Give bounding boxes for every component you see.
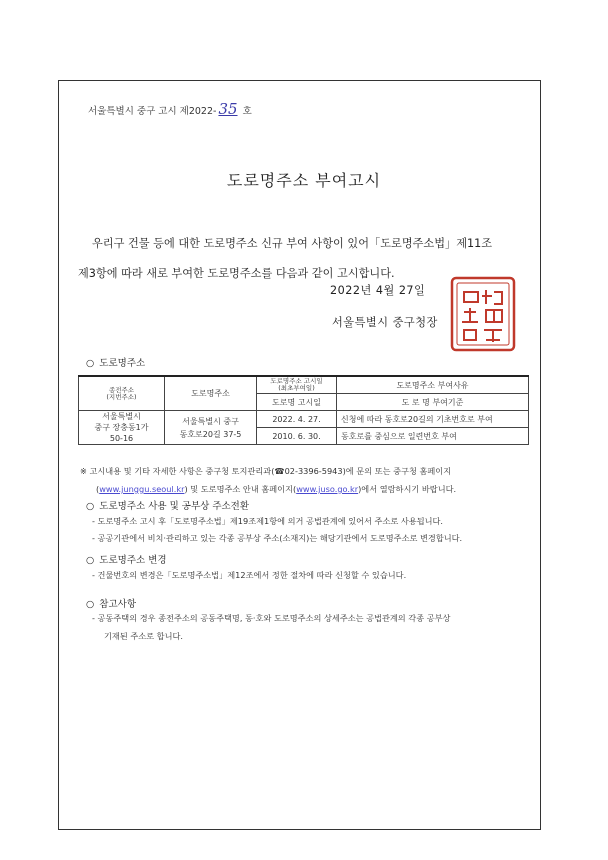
notice-number-handwritten: 35 [218, 100, 238, 118]
header-basis: 도 로 명 부여기준 [337, 394, 529, 411]
inquiry-note: ※ 고시내용 및 기타 자세한 사항은 중구청 토지관리과(☎02-3396-5943)에 문의 또는 중구청 홈페이지 (www.junggu.seoul.kr) 및 도로명주소 안내 홈페이지(www.juso.go.kr)에서 열람하시기 바랍니다. [80, 466, 457, 494]
header-reason: 도로명주소 부여사유 [337, 376, 529, 394]
juso-homepage-link[interactable]: www.juso.go.kr [296, 484, 359, 494]
bullet-icon: ○ [86, 599, 95, 610]
section-change [86, 552, 167, 566]
cell-road-notice-date: 2010. 6. 30. [257, 428, 337, 445]
cell-basis: 동호로를 중심으로 일련번호 부여 [337, 428, 529, 445]
note-mark: ※ [80, 466, 87, 476]
body-line-1: 우리구 건물 등에 대한 도로명주소 신규 부여 사항이 있어「도로명주소법」제11조 [92, 237, 493, 250]
section-usage [86, 498, 249, 512]
usage-item-1: - 도로명주소 고시 후「도로명주소법」제19조제1항에 의거 공법관계에 있어서 주소로 사용됩니다. [92, 516, 444, 526]
issuer-name: 서울특별시 중구청장 [332, 316, 438, 329]
change-item-1: - 건물번호의 변경은「도로명주소법」제12조에서 정한 절차에 따라 신청할 수 있습니다. [92, 570, 407, 580]
bullet-icon: ○ [86, 555, 95, 566]
reference-item-1: - 공동주택의 경우 종전주소의 공동주택명, 동·호와 도로명주소의 상세주소는 공법관계의 각종 공부상 기재된 주소로 합니다. [92, 613, 451, 641]
header-old-address: 종전주소 (지번주소) [79, 376, 165, 411]
section-road-address [86, 355, 145, 369]
document-title: 도로명주소 부여고시 [226, 171, 382, 190]
bullet-icon: ○ [86, 501, 95, 512]
note-line-1: 고시내용 및 기타 자세한 사항은 중구청 토지관리과(☎02-3396-5943)에 문의 또는 중구청 홈페이지 [89, 466, 452, 476]
section-title: 참고사항 [99, 599, 137, 610]
address-table [78, 375, 529, 445]
notice-number-line [88, 100, 252, 118]
usage-item-2: - 공공기관에서 비치·관리하고 있는 각종 공부상 주소(소재지)는 해당기관에서 도로명주소로 변경합니다. [92, 533, 463, 543]
cell-road-address: 서울특별시 중구 동호로20길 37-5 [165, 411, 257, 445]
body-line-2: 제3항에 따라 새로 부여한 도로명주소를 다음과 같이 고시합니다. [78, 267, 395, 280]
cell-notice-date: 2022. 4. 27. [257, 411, 337, 428]
header-road-address: 도로명주소 [165, 376, 257, 411]
section-reference [86, 596, 136, 610]
section-title: 도로명주소 [99, 358, 146, 369]
cell-reason: 신청에 따라 동호로20길의 기초번호로 부여 [337, 411, 529, 428]
junggu-homepage-link[interactable]: www.junggu.seoul.kr [99, 484, 185, 494]
section-title: 도로명주소 변경 [99, 555, 167, 566]
document-frame [58, 80, 541, 830]
section-title: 도로명주소 사용 및 공부상 주소전환 [99, 501, 250, 512]
notice-suffix: 호 [242, 106, 252, 117]
official-seal-icon [448, 274, 518, 354]
cell-old-address: 서울특별시 중구 장충동1가 50-16 [79, 411, 165, 445]
notice-prefix: 서울특별시 중구 고시 제2022- [88, 106, 217, 117]
table-row [79, 411, 529, 428]
bullet-icon: ○ [86, 358, 95, 369]
notice-date: 2022년 4월 27일 [330, 284, 426, 297]
header-road-notice-date: 도로명 고시일 [257, 394, 337, 411]
header-notice-date: 도로명주소 고시일 (최초부여일) [257, 376, 337, 394]
